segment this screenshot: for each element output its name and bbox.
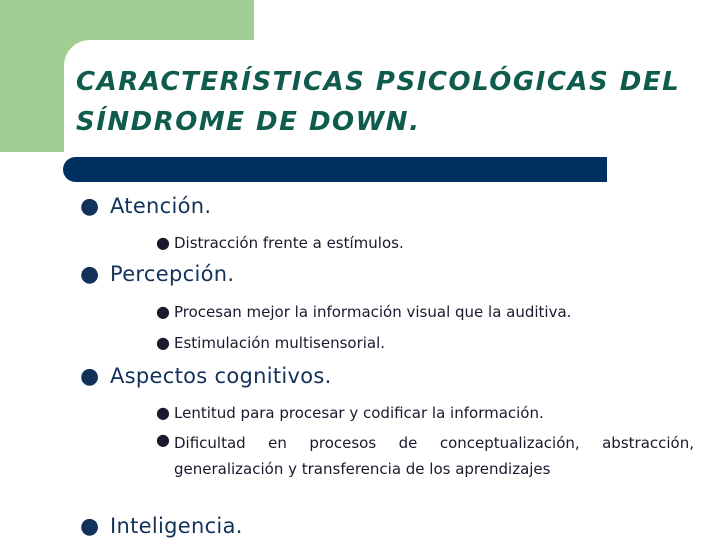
list-item-inteligencia (80, 514, 243, 539)
bullet-icon: ● (80, 364, 100, 389)
list-item-aspectos-cognitivos (80, 364, 332, 389)
bullet-icon: ● (80, 194, 100, 219)
sub-item-label: Lentitud para procesar y codificar la información. (174, 404, 544, 422)
list-item-label: Atención. (110, 194, 212, 218)
sub-item-estimulacion (156, 333, 385, 352)
sub-item-distraccion (156, 233, 404, 252)
slide-title: CARACTERÍSTICAS PSICOLÓGICAS DEL SÍNDROME DE DOWN. (76, 67, 681, 137)
sub-item-lentitud (156, 403, 544, 422)
sub-item-dificultad: Dificultad en procesos de conceptualización, abstracción, generalización y transferencia de los aprendizajes (174, 434, 694, 478)
bullet-icon: ● (156, 233, 170, 252)
bullet-icon: ● (156, 430, 170, 449)
list-item-percepcion (80, 262, 234, 287)
bullet-icon: ● (80, 514, 100, 539)
sub-item-informacion-visual (156, 302, 571, 321)
list-item-label: Aspectos cognitivos. (110, 364, 332, 388)
list-item-label: Inteligencia. (110, 514, 243, 538)
list-item-atencion (80, 194, 211, 219)
sub-item-label: Distracción frente a estímulos. (174, 234, 404, 252)
bullet-icon: ● (156, 302, 170, 321)
bullet-icon: ● (80, 262, 100, 287)
sub-item-label: Estimulación multisensorial. (174, 334, 386, 352)
bullet-icon: ● (156, 333, 170, 352)
sub-item-label: Procesan mejor la información visual que la auditiva. (174, 303, 572, 321)
list-item-label: Percepción. (110, 262, 235, 286)
bullet-icon: ● (156, 403, 170, 422)
